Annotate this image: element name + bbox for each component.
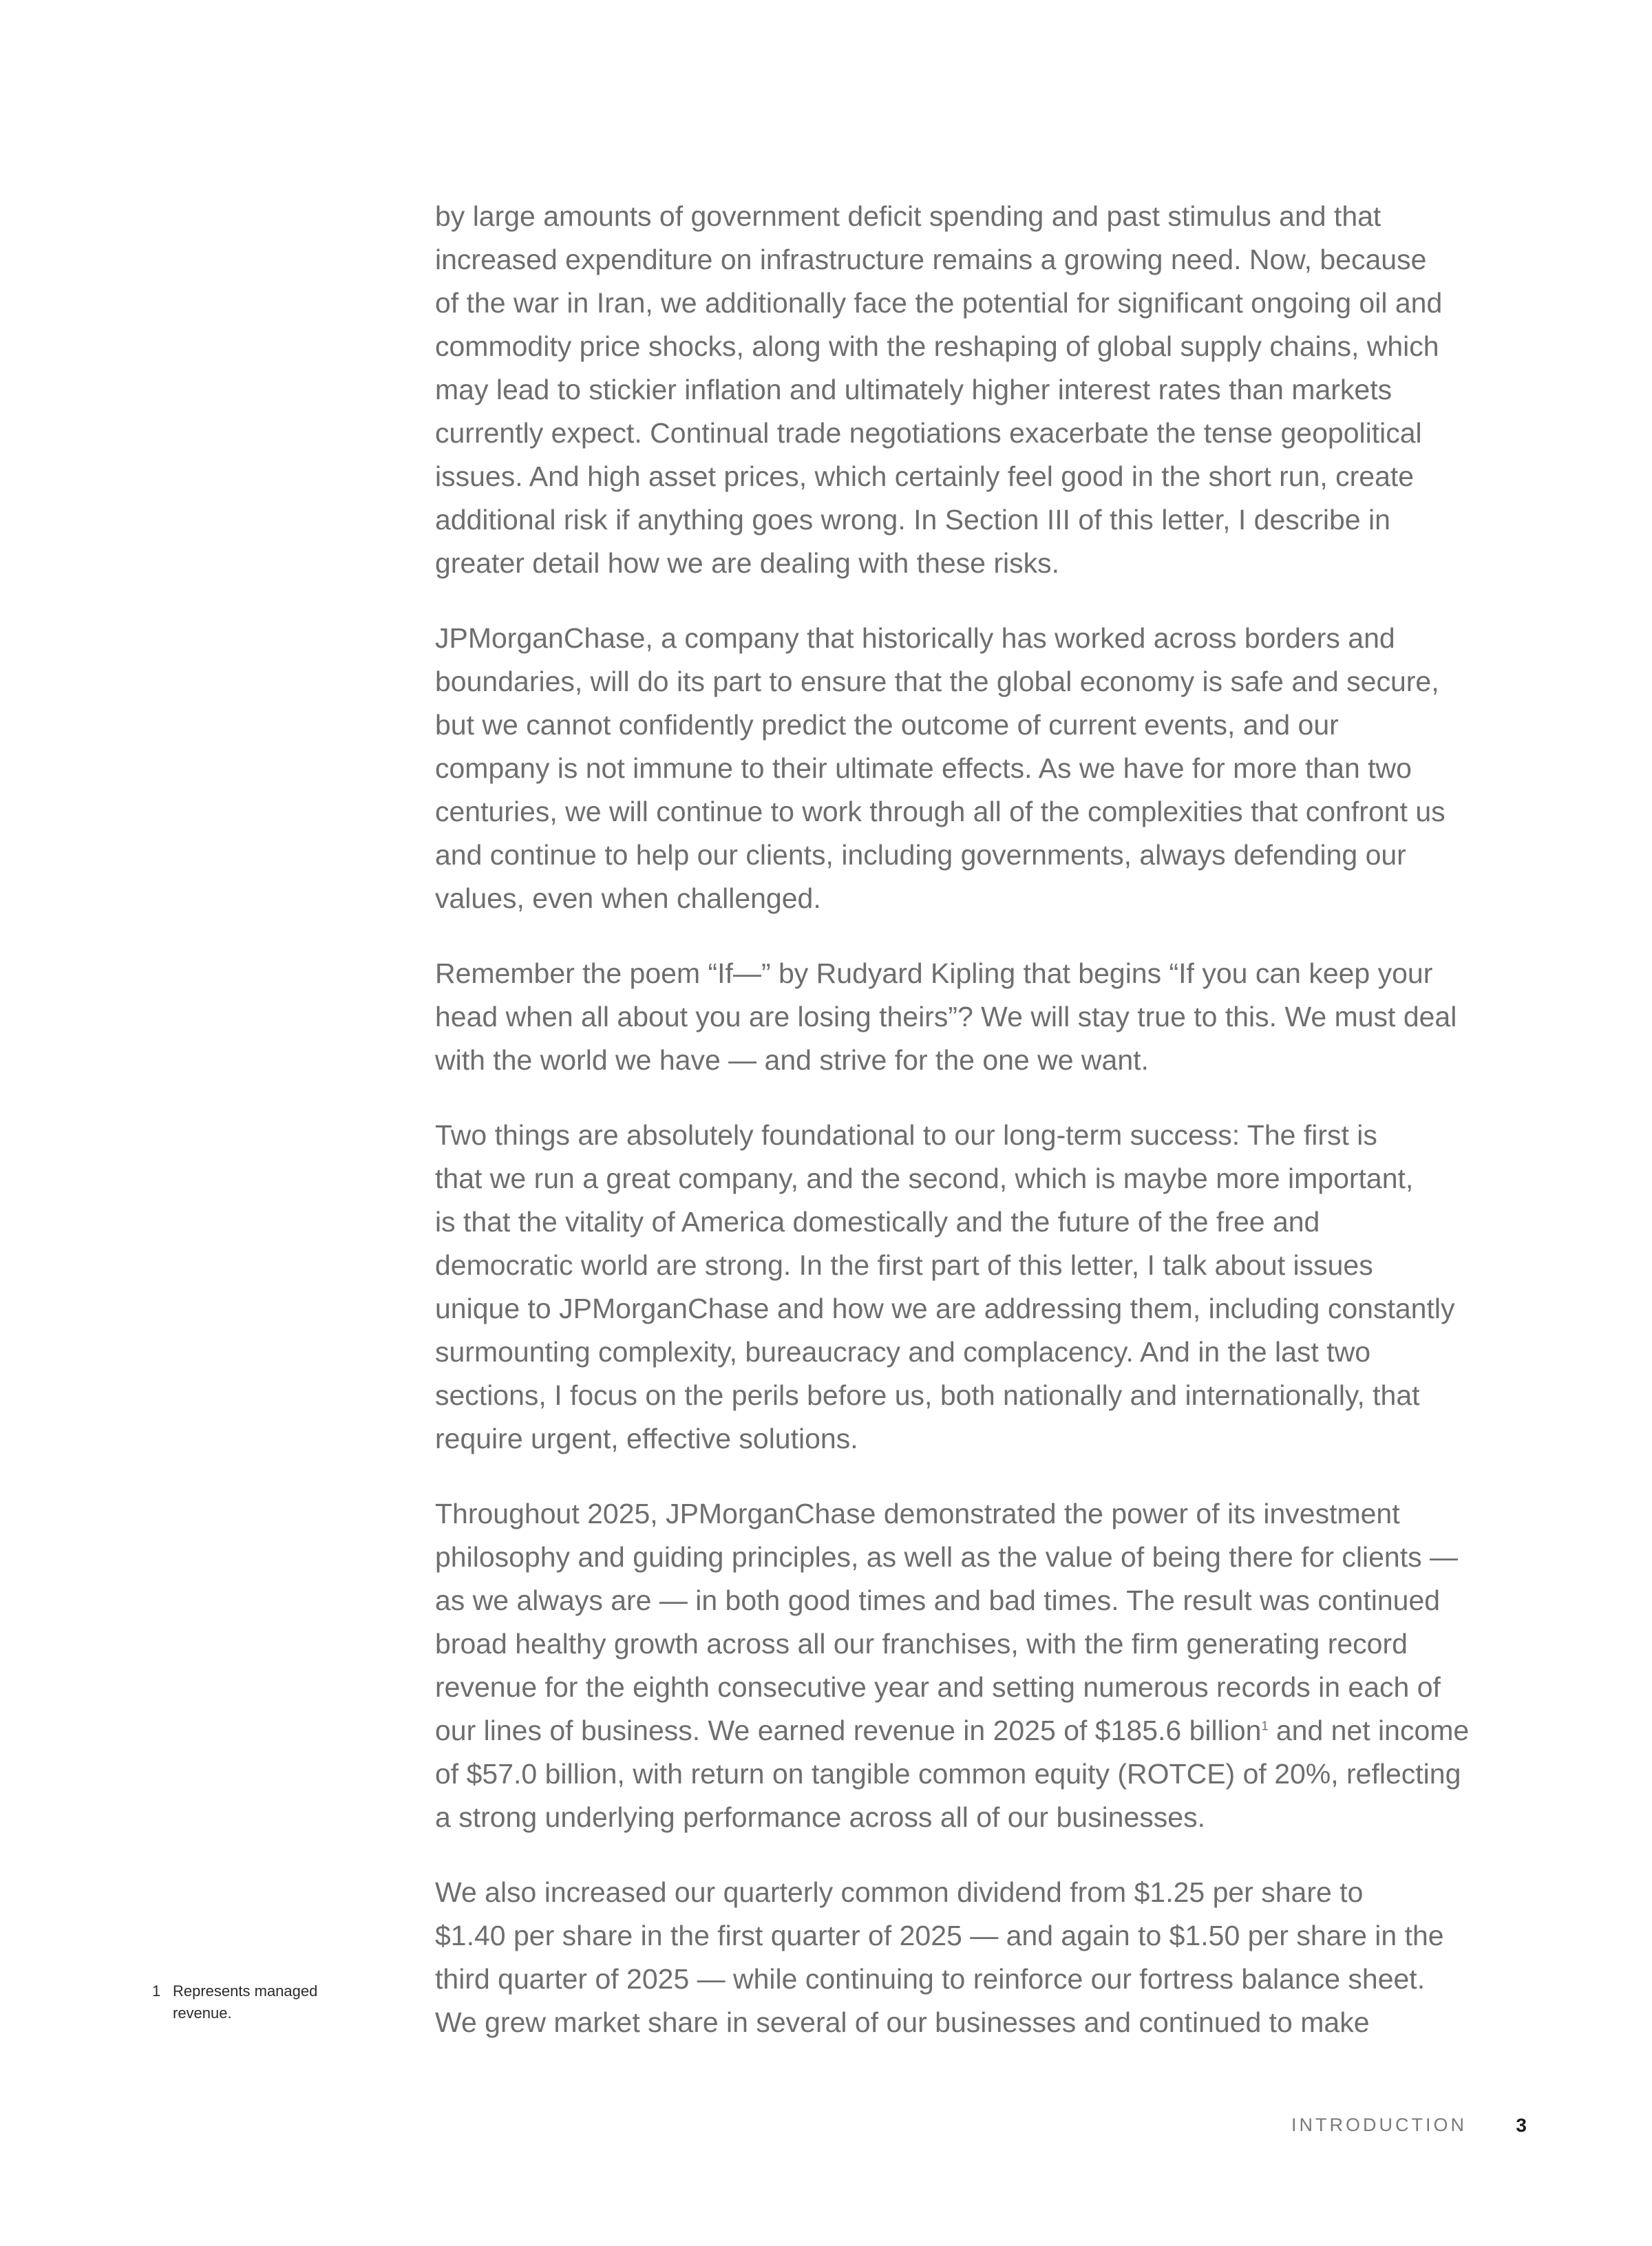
- text-line: We also increased our quarterly common dividend from $1.25 per share to: [435, 1876, 1364, 1908]
- text-line: centuries, we will continue to work through all of the complexities that confront us: [435, 796, 1446, 827]
- text-line: that we run a great company, and the second, which is maybe more important,: [435, 1163, 1414, 1194]
- footnote-reference[interactable]: 1: [1261, 1719, 1269, 1733]
- text-line: may lead to stickier inflation and ultimately higher interest rates than markets: [435, 374, 1392, 405]
- page-footer: [1280, 2115, 1528, 2142]
- paragraph-3: [435, 952, 1550, 1082]
- text-line: and continue to help our clients, including governments, always defending our: [435, 839, 1406, 871]
- page-number: 3: [1516, 2115, 1527, 2136]
- text-line: company is not immune to their ultimate effects. As we have for more than two: [435, 752, 1412, 784]
- text-line: values, even when challenged.: [435, 882, 821, 914]
- text-line: increased expenditure on infrastructure remains a growing need. Now, because: [435, 244, 1427, 275]
- text-line: third quarter of 2025 — while continuing to reinforce our fortress balance sheet.: [435, 1963, 1426, 1995]
- text-line: require urgent, effective solutions.: [435, 1423, 858, 1454]
- text-line: Remember the poem “If—” by Rudyard Kipling that begins “If you can keep your: [435, 957, 1433, 989]
- text-line: of the war in Iran, we additionally face the potential for significant ongoing oil and: [435, 287, 1443, 319]
- text-segment: and net income: [1268, 1715, 1470, 1746]
- text-line: broad healthy growth across all our franchises, with the firm generating record: [435, 1628, 1408, 1660]
- text-line: by large amounts of government deficit spending and past stimulus and that: [435, 200, 1381, 232]
- text-line: unique to JPMorganChase and how we are addressing them, including constantly: [435, 1293, 1455, 1324]
- text-line: Throughout 2025, JPMorganChase demonstrated the power of its investment: [435, 1498, 1400, 1529]
- text-line: is that the vitality of America domestically and the future of the free and: [435, 1206, 1320, 1238]
- text-segment: our lines of business. We earned revenue in 2025 of $185.6 billion: [435, 1715, 1262, 1746]
- text-line: as we always are — in both good times and bad times. The result was continued: [435, 1585, 1441, 1616]
- footnote-text: Represents managed revenue.: [173, 1982, 318, 2022]
- text-line: philosophy and guiding principles, as well as the value of being there for clients —: [435, 1541, 1458, 1573]
- text-line: sections, I focus on the perils before us, both nationally and internationally, that: [435, 1379, 1420, 1411]
- paragraph-1: [435, 195, 1550, 585]
- text-line: We grew market share in several of our businesses and continued to make: [435, 2006, 1370, 2038]
- footnote: [152, 1980, 359, 2024]
- text-line: boundaries, will do its part to ensure that the global economy is safe and secure,: [435, 666, 1439, 697]
- text-line: democratic world are strong. In the first part of this letter, I talk about issues: [435, 1249, 1373, 1281]
- text-line: $1.40 per share in the first quarter of 2025 — and again to $1.50 per share in the: [435, 1920, 1444, 1951]
- section-label: INTRODUCTION: [1291, 2115, 1467, 2135]
- text-line: Two things are absolutely foundational to our long-term success: The first is: [435, 1119, 1377, 1151]
- text-line: commodity price shocks, along with the reshaping of global supply chains, which: [435, 330, 1439, 362]
- text-line: of $57.0 billion, with return on tangible common equity (ROTCE) of 20%, reflecting: [435, 1758, 1461, 1790]
- text-line: additional risk if anything goes wrong. In Section III of this letter, I describe in: [435, 504, 1390, 536]
- text-line: JPMorganChase, a company that historically has worked across borders and: [435, 622, 1395, 654]
- paragraph-2: [435, 617, 1550, 920]
- text-line: currently expect. Continual trade negotiations exacerbate the tense geopolitical: [435, 417, 1422, 449]
- paragraph-6: [435, 1871, 1550, 2044]
- text-line: surmounting complexity, bureaucracy and complacency. And in the last two: [435, 1336, 1371, 1368]
- text-line: revenue for the eighth consecutive year and setting numerous records in each of: [435, 1671, 1441, 1703]
- paragraph-5: [435, 1492, 1550, 1839]
- text-line: greater detail how we are dealing with these risks.: [435, 547, 1060, 579]
- text-line: issues. And high asset prices, which certainly feel good in the short run, create: [435, 460, 1415, 492]
- letter-body: [435, 195, 1550, 2044]
- footnote-number: 1: [152, 1982, 161, 2000]
- text-line: but we cannot confidently predict the outcome of current events, and our: [435, 709, 1339, 741]
- text-line-with-footnote: [435, 1709, 1550, 1752]
- text-line: a strong underlying performance across all of our businesses.: [435, 1801, 1205, 1833]
- text-line: with the world we have — and strive for the one we want.: [435, 1044, 1149, 1076]
- paragraph-4: [435, 1114, 1550, 1461]
- text-line: head when all about you are losing theirs”? We will stay true to this. We must deal: [435, 1001, 1457, 1032]
